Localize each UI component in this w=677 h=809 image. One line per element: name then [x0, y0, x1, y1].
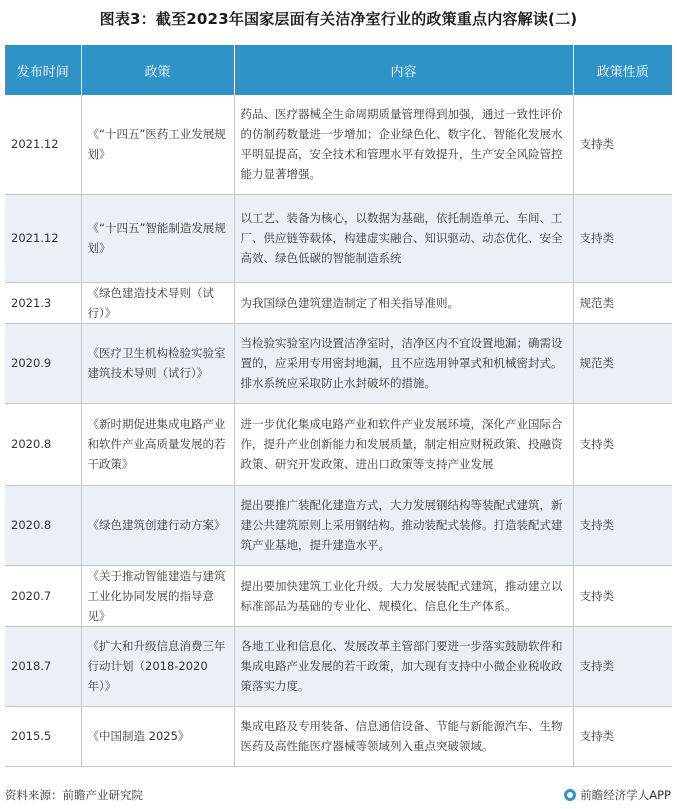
table-row: [5, 485, 672, 565]
qianzhan-logo-icon: [564, 789, 576, 801]
row-content: 进一步优化集成电路产业和软件产业发展环境，深化产业国际合作，提升产业创新能力和发展质量，制定相应财税政策、投融资政策、研究开发政策、进出口政策等支持产业发展: [234, 403, 573, 485]
row-content: 各地工业和信息化、发展改革主管部门要进一步落实鼓励软件和集成电路产业发展的若干政策，加大现有支持中小微企业税收政策落实力度。: [234, 626, 573, 706]
row-date: 2021.3: [5, 282, 81, 323]
row-policy: 《中国制造 2025》: [81, 706, 234, 766]
table-row: [5, 706, 672, 766]
row-date: 2021.12: [5, 95, 81, 194]
row-date: 2020.8: [5, 403, 81, 485]
row-policy: 《医疗卫生机构检验实验室建筑技术导则（试行）》: [81, 323, 234, 403]
row-date: 2020.9: [5, 323, 81, 403]
row-date: 2020.8: [5, 485, 81, 565]
row-policy: 《绿色建筑创建行动方案》: [81, 485, 234, 565]
table-row: [5, 282, 672, 323]
table-row: [5, 95, 672, 194]
row-nature: 支持类: [573, 485, 672, 565]
row-content: 为我国绿色建筑建造制定了相关指导准则。: [234, 282, 573, 323]
row-policy: 《绿色建造技术导则（试行）》: [81, 282, 234, 323]
table-row: [5, 323, 672, 403]
table-row: [5, 626, 672, 706]
brand-label: 前瞻经济学人APP: [580, 788, 671, 802]
header-policy: 政策: [81, 45, 234, 95]
source-note: 资料来源：前瞻产业研究院: [5, 788, 143, 802]
row-policy: 《“十四五”医药工业发展规划》: [81, 95, 234, 194]
row-nature: 规范类: [573, 282, 672, 323]
header-date: 发布时间: [5, 45, 81, 95]
table-row: [5, 194, 672, 282]
footer: [0, 787, 677, 809]
row-nature: 规范类: [573, 323, 672, 403]
row-content: 药品、医疗器械全生命周期质量管理得到加强，通过一致性评价的仿制药数量进一步增加；企业绿色化、数字化、智能化发展水平明显提高，安全技术和管理水平有效提升，生产安全风险管控能力显著增强。: [234, 95, 573, 194]
row-nature: 支持类: [573, 194, 672, 282]
page-title: 图表3：截至2023年国家层面有关洁净室行业的政策重点内容解读(二): [99, 10, 578, 28]
row-date: 2020.7: [5, 565, 81, 626]
header-nature: 政策性质: [573, 45, 672, 95]
row-content: 提出要加快建筑工业化升级。大力发展装配式建筑，推动建立以标准部品为基础的专业化、规模化、信息化生产体系。: [234, 565, 573, 626]
row-nature: 支持类: [573, 626, 672, 706]
row-policy: 《扩大和升级信息消费三年行动计划（2018-2020 年）》: [81, 626, 234, 706]
row-date: 2021.12: [5, 194, 81, 282]
row-content: 集成电路及专用装备、信息通信设备、节能与新能源汽车、生物医药及高性能医疗器械等领域列入重点突破领域。: [234, 706, 573, 766]
brand: [564, 787, 671, 803]
row-date: 2015.5: [5, 706, 81, 766]
row-policy: 《关于推动智能建造与建筑工业化协同发展的指导意见》: [81, 565, 234, 626]
row-nature: 支持类: [573, 565, 672, 626]
table-row: [5, 403, 672, 485]
row-nature: 支持类: [573, 95, 672, 194]
row-nature: 支持类: [573, 706, 672, 766]
row-policy: 《新时期促进集成电路产业和软件产业高质量发展的若干政策》: [81, 403, 234, 485]
row-nature: 支持类: [573, 403, 672, 485]
header-content: 内容: [234, 45, 573, 95]
table-header-row: [5, 45, 672, 95]
row-content: 当检验实验室内设置洁净室时，洁净区内不宜设置地漏；确需设置的，应采用专用密封地漏，且不应选用钟罩式和机械密封式。排水系统应采取防止水封破坏的措施。: [234, 323, 573, 403]
row-policy: 《“十四五”智能制造发展规划》: [81, 194, 234, 282]
row-date: 2018.7: [5, 626, 81, 706]
row-content: 提出要推广装配化建造方式，大力发展钢结构等装配式建筑，新建公共建筑原则上采用钢结构。推动装配式装修。打造装配式建筑产业基地，提升建造水平。: [234, 485, 573, 565]
table-row: [5, 565, 672, 626]
row-content: 以工艺、装备为核心，以数据为基础，依托制造单元、车间、工厂、供应链等载体，构建虚实融合、知识驱动、动态优化、安全高效、绿色低碳的智能制造系统: [234, 194, 573, 282]
policy-table: [5, 45, 672, 767]
